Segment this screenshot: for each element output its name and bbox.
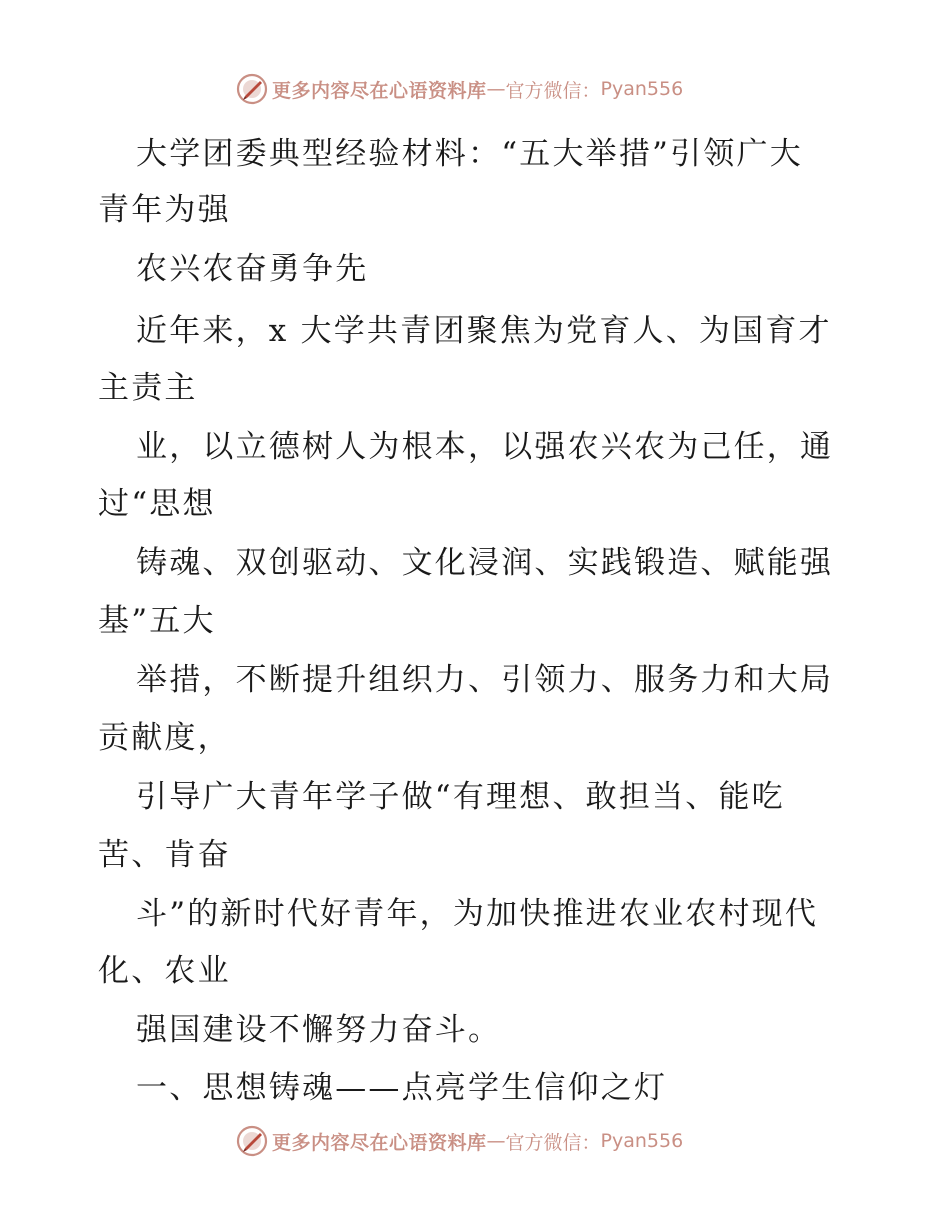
footer-watermark-banner bbox=[236, 1124, 683, 1158]
text-line: 强国建设不懈努力奋斗。 bbox=[136, 1012, 502, 1048]
banner-site-text: 更多内容尽在心语资料库 bbox=[272, 79, 487, 102]
text-line: 农兴农奋勇争先 bbox=[136, 251, 369, 287]
logo-icon bbox=[236, 73, 268, 105]
banner-wechat-label: 官方微信： bbox=[505, 1131, 601, 1154]
text-line: 近年来，x 大学共青团聚焦为党育人、为国育才 bbox=[136, 313, 832, 349]
text-line: 引导广大青年学子做“有理想、敢担当、能吃 bbox=[136, 779, 785, 815]
banner-wechat-label: 官方微信： bbox=[505, 79, 601, 102]
text-line: 主责主 bbox=[98, 370, 198, 406]
text-line: 青年为强 bbox=[98, 192, 231, 228]
banner-wechat-id: Pyan556 bbox=[600, 1130, 684, 1152]
text-line: 大学团委典型经验材料：“五大举措”引领广大 bbox=[136, 136, 803, 172]
text-line: 举措，不断提升组织力、引领力、服务力和大局 bbox=[136, 662, 834, 698]
banner-wechat-id: Pyan556 bbox=[600, 78, 684, 100]
section-heading: 一、思想铸魂——点亮学生信仰之灯 bbox=[136, 1070, 668, 1106]
text-line: 斗”的新时代好青年，为加快推进农业农村现代 bbox=[136, 896, 819, 932]
text-line: 业，以立德树人为根本，以强农兴农为己任，通 bbox=[136, 429, 834, 465]
text-line: 铸魂、双创驱动、文化浸润、实践锻造、赋能强 bbox=[136, 545, 834, 581]
text-line: 化、农业 bbox=[98, 953, 231, 989]
text-line: 过“思想 bbox=[98, 486, 216, 522]
banner-dash: — bbox=[486, 1130, 506, 1152]
text-line: 苦、肯奋 bbox=[98, 837, 231, 873]
banner-dash: — bbox=[486, 78, 506, 100]
logo-icon bbox=[236, 1125, 268, 1157]
text-line: 基”五大 bbox=[98, 603, 216, 639]
banner-site-text: 更多内容尽在心语资料库 bbox=[272, 1131, 487, 1154]
header-watermark-banner bbox=[236, 72, 683, 106]
text-line: 贡献度， bbox=[98, 720, 231, 756]
